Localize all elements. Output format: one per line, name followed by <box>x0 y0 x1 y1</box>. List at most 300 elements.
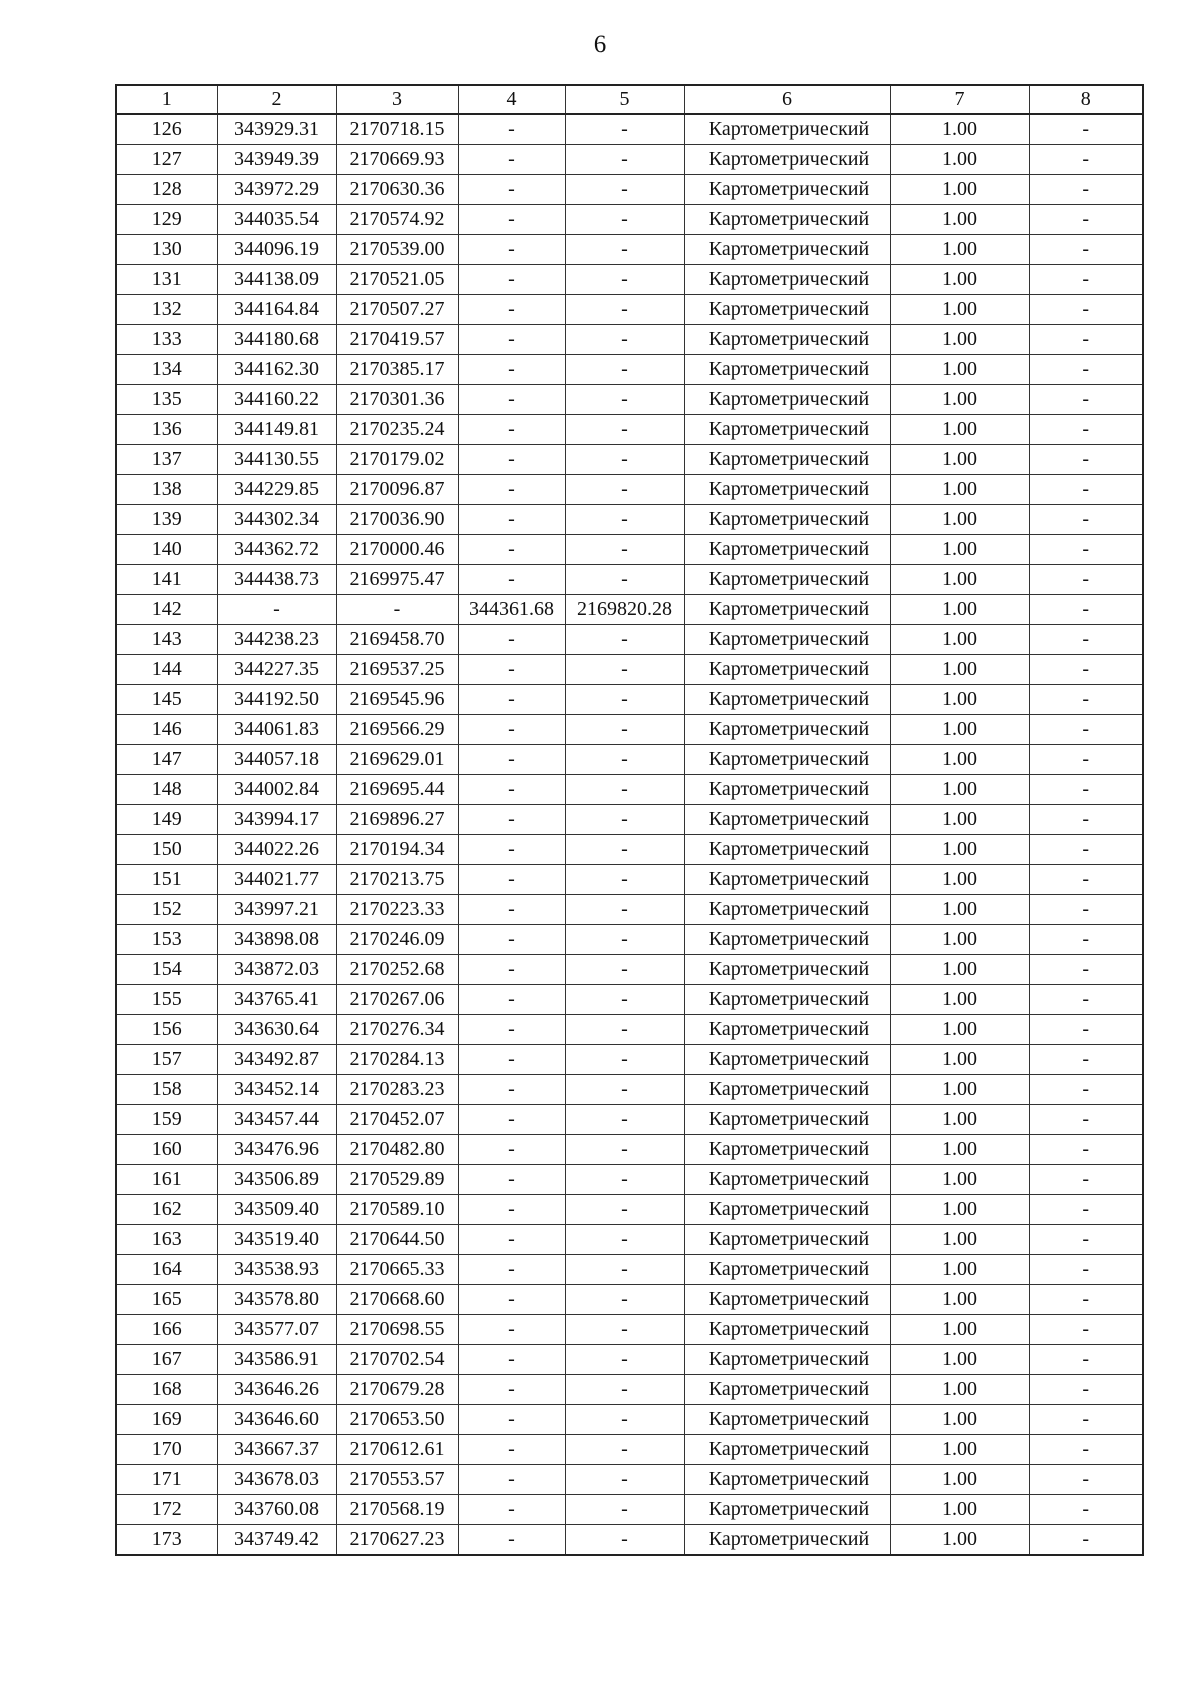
point-number-cell: 136 <box>116 415 217 445</box>
method-cell: Картометрический <box>684 745 890 775</box>
description-cell: - <box>1029 625 1143 655</box>
y-new-coordinate-cell: - <box>565 655 684 685</box>
x-coordinate-cell: 344022.26 <box>217 835 336 865</box>
y-new-coordinate-cell: - <box>565 1015 684 1045</box>
y-coordinate-cell: 2170644.50 <box>336 1225 458 1255</box>
accuracy-cell: 1.00 <box>890 655 1029 685</box>
x-new-coordinate-cell: - <box>458 1375 565 1405</box>
accuracy-cell: 1.00 <box>890 865 1029 895</box>
description-cell: - <box>1029 535 1143 565</box>
table-row <box>116 715 1143 745</box>
x-coordinate-cell: 343506.89 <box>217 1165 336 1195</box>
x-new-coordinate-cell: - <box>458 955 565 985</box>
point-number-cell: 126 <box>116 114 217 145</box>
page-number: 6 <box>593 31 607 58</box>
table-row <box>116 505 1143 535</box>
x-coordinate-cell: 343972.29 <box>217 175 336 205</box>
y-new-coordinate-cell: - <box>565 1525 684 1556</box>
table-row <box>116 595 1143 625</box>
column-header: 1 <box>116 85 217 114</box>
method-cell: Картометрический <box>684 1075 890 1105</box>
x-coordinate-cell: 344096.19 <box>217 235 336 265</box>
method-cell: Картометрический <box>684 1285 890 1315</box>
x-new-coordinate-cell: - <box>458 1225 565 1255</box>
x-new-coordinate-cell: - <box>458 1315 565 1345</box>
x-coordinate-cell: 343994.17 <box>217 805 336 835</box>
x-coordinate-cell: 343667.37 <box>217 1435 336 1465</box>
x-new-coordinate-cell: - <box>458 114 565 145</box>
accuracy-cell: 1.00 <box>890 1075 1029 1105</box>
table-row <box>116 385 1143 415</box>
x-coordinate-cell: 343898.08 <box>217 925 336 955</box>
description-cell: - <box>1029 1195 1143 1225</box>
accuracy-cell: 1.00 <box>890 1375 1029 1405</box>
y-coordinate-cell: 2170574.92 <box>336 205 458 235</box>
y-coordinate-cell: 2170679.28 <box>336 1375 458 1405</box>
y-new-coordinate-cell: - <box>565 955 684 985</box>
y-new-coordinate-cell: - <box>565 535 684 565</box>
description-cell: - <box>1029 175 1143 205</box>
point-number-cell: 149 <box>116 805 217 835</box>
method-cell: Картометрический <box>684 1405 890 1435</box>
y-coordinate-cell: 2170452.07 <box>336 1105 458 1135</box>
point-number-cell: 157 <box>116 1045 217 1075</box>
method-cell: Картометрический <box>684 1315 890 1345</box>
accuracy-cell: 1.00 <box>890 175 1029 205</box>
point-number-cell: 129 <box>116 205 217 235</box>
table-row <box>116 265 1143 295</box>
y-new-coordinate-cell: - <box>565 685 684 715</box>
point-number-cell: 159 <box>116 1105 217 1135</box>
x-coordinate-cell: 344061.83 <box>217 715 336 745</box>
x-new-coordinate-cell: - <box>458 145 565 175</box>
description-cell: - <box>1029 1405 1143 1435</box>
method-cell: Картометрический <box>684 235 890 265</box>
y-coordinate-cell: 2170507.27 <box>336 295 458 325</box>
description-cell: - <box>1029 145 1143 175</box>
y-coordinate-cell: 2170283.23 <box>336 1075 458 1105</box>
y-new-coordinate-cell: - <box>565 114 684 145</box>
x-coordinate-cell: 343492.87 <box>217 1045 336 1075</box>
x-coordinate-cell: 344149.81 <box>217 415 336 445</box>
y-new-coordinate-cell: - <box>565 1045 684 1075</box>
x-new-coordinate-cell: - <box>458 475 565 505</box>
accuracy-cell: 1.00 <box>890 1225 1029 1255</box>
method-cell: Картометрический <box>684 205 890 235</box>
point-number-cell: 142 <box>116 595 217 625</box>
y-coordinate-cell: 2170419.57 <box>336 325 458 355</box>
x-coordinate-cell: 344057.18 <box>217 745 336 775</box>
accuracy-cell: 1.00 <box>890 114 1029 145</box>
accuracy-cell: 1.00 <box>890 805 1029 835</box>
x-new-coordinate-cell: - <box>458 415 565 445</box>
x-coordinate-cell: 344192.50 <box>217 685 336 715</box>
x-new-coordinate-cell: - <box>458 535 565 565</box>
x-new-coordinate-cell: - <box>458 895 565 925</box>
table-row <box>116 625 1143 655</box>
point-number-cell: 133 <box>116 325 217 355</box>
y-new-coordinate-cell: - <box>565 415 684 445</box>
x-coordinate-cell: 344138.09 <box>217 265 336 295</box>
point-number-cell: 137 <box>116 445 217 475</box>
y-new-coordinate-cell: - <box>565 295 684 325</box>
table-row <box>116 1075 1143 1105</box>
table-row <box>116 235 1143 265</box>
y-new-coordinate-cell: - <box>565 235 684 265</box>
description-cell: - <box>1029 985 1143 1015</box>
x-coordinate-cell: 344035.54 <box>217 205 336 235</box>
description-cell: - <box>1029 685 1143 715</box>
description-cell: - <box>1029 114 1143 145</box>
accuracy-cell: 1.00 <box>890 385 1029 415</box>
y-new-coordinate-cell: - <box>565 985 684 1015</box>
method-cell: Картометрический <box>684 1135 890 1165</box>
accuracy-cell: 1.00 <box>890 925 1029 955</box>
description-cell: - <box>1029 385 1143 415</box>
y-coordinate-cell: 2170276.34 <box>336 1015 458 1045</box>
x-coordinate-cell: 343997.21 <box>217 895 336 925</box>
method-cell: Картометрический <box>684 295 890 325</box>
table-body <box>116 114 1143 1555</box>
method-cell: Картометрический <box>684 1465 890 1495</box>
y-new-coordinate-cell: - <box>565 1165 684 1195</box>
accuracy-cell: 1.00 <box>890 595 1029 625</box>
accuracy-cell: 1.00 <box>890 475 1029 505</box>
method-cell: Картометрический <box>684 385 890 415</box>
x-new-coordinate-cell: - <box>458 1075 565 1105</box>
method-cell: Картометрический <box>684 1375 890 1405</box>
point-number-cell: 171 <box>116 1465 217 1495</box>
table-row <box>116 1285 1143 1315</box>
y-coordinate-cell: 2169566.29 <box>336 715 458 745</box>
description-cell: - <box>1029 1465 1143 1495</box>
x-coordinate-cell: 343509.40 <box>217 1195 336 1225</box>
y-coordinate-cell: 2170000.46 <box>336 535 458 565</box>
point-number-cell: 147 <box>116 745 217 775</box>
description-cell: - <box>1029 835 1143 865</box>
table-row <box>116 685 1143 715</box>
accuracy-cell: 1.00 <box>890 355 1029 385</box>
x-coordinate-cell: 344130.55 <box>217 445 336 475</box>
method-cell: Картометрический <box>684 955 890 985</box>
point-number-cell: 166 <box>116 1315 217 1345</box>
y-new-coordinate-cell: - <box>565 745 684 775</box>
x-new-coordinate-cell: - <box>458 805 565 835</box>
x-new-coordinate-cell: - <box>458 505 565 535</box>
point-number-cell: 130 <box>116 235 217 265</box>
y-coordinate-cell: 2170612.61 <box>336 1435 458 1465</box>
x-coordinate-cell: 343476.96 <box>217 1135 336 1165</box>
point-number-cell: 150 <box>116 835 217 865</box>
table-row <box>116 1435 1143 1465</box>
header-row <box>116 85 1143 114</box>
table-row <box>116 475 1143 505</box>
accuracy-cell: 1.00 <box>890 1285 1029 1315</box>
method-cell: Картометрический <box>684 715 890 745</box>
x-new-coordinate-cell: - <box>458 1495 565 1525</box>
x-coordinate-cell: 344229.85 <box>217 475 336 505</box>
accuracy-cell: 1.00 <box>890 295 1029 325</box>
table-row <box>116 1165 1143 1195</box>
y-new-coordinate-cell: - <box>565 475 684 505</box>
method-cell: Картометрический <box>684 565 890 595</box>
accuracy-cell: 1.00 <box>890 955 1029 985</box>
x-new-coordinate-cell: - <box>458 325 565 355</box>
y-new-coordinate-cell: - <box>565 145 684 175</box>
x-coordinate-cell: 344160.22 <box>217 385 336 415</box>
method-cell: Картометрический <box>684 1195 890 1225</box>
y-new-coordinate-cell: - <box>565 1255 684 1285</box>
table-row <box>116 1105 1143 1135</box>
point-number-cell: 155 <box>116 985 217 1015</box>
table-row <box>116 835 1143 865</box>
description-cell: - <box>1029 1255 1143 1285</box>
x-coordinate-cell: 343538.93 <box>217 1255 336 1285</box>
y-new-coordinate-cell: - <box>565 355 684 385</box>
method-cell: Картометрический <box>684 1435 890 1465</box>
method-cell: Картометрический <box>684 415 890 445</box>
x-coordinate-cell: 343578.80 <box>217 1285 336 1315</box>
y-coordinate-cell: 2170179.02 <box>336 445 458 475</box>
table-row <box>116 805 1143 835</box>
y-new-coordinate-cell: 2169820.28 <box>565 595 684 625</box>
point-number-cell: 146 <box>116 715 217 745</box>
accuracy-cell: 1.00 <box>890 325 1029 355</box>
point-number-cell: 138 <box>116 475 217 505</box>
point-number-cell: 139 <box>116 505 217 535</box>
x-new-coordinate-cell: - <box>458 715 565 745</box>
table-row <box>116 1375 1143 1405</box>
table-row <box>116 114 1143 145</box>
description-cell: - <box>1029 1165 1143 1195</box>
table-row <box>116 445 1143 475</box>
point-number-cell: 160 <box>116 1135 217 1165</box>
y-new-coordinate-cell: - <box>565 205 684 235</box>
column-header: 5 <box>565 85 684 114</box>
table-row <box>116 955 1143 985</box>
description-cell: - <box>1029 1075 1143 1105</box>
y-new-coordinate-cell: - <box>565 1495 684 1525</box>
accuracy-cell: 1.00 <box>890 1135 1029 1165</box>
y-coordinate-cell: 2170627.23 <box>336 1525 458 1556</box>
x-new-coordinate-cell: - <box>458 1285 565 1315</box>
column-header: 3 <box>336 85 458 114</box>
method-cell: Картометрический <box>684 1495 890 1525</box>
y-new-coordinate-cell: - <box>565 895 684 925</box>
x-coordinate-cell: 344438.73 <box>217 565 336 595</box>
y-coordinate-cell: 2169629.01 <box>336 745 458 775</box>
method-cell: Картометрический <box>684 835 890 865</box>
x-new-coordinate-cell: - <box>458 1045 565 1075</box>
accuracy-cell: 1.00 <box>890 205 1029 235</box>
accuracy-cell: 1.00 <box>890 745 1029 775</box>
accuracy-cell: 1.00 <box>890 1435 1029 1465</box>
y-new-coordinate-cell: - <box>565 715 684 745</box>
method-cell: Картометрический <box>684 145 890 175</box>
accuracy-cell: 1.00 <box>890 1255 1029 1285</box>
x-new-coordinate-cell: - <box>458 385 565 415</box>
description-cell: - <box>1029 955 1143 985</box>
y-coordinate-cell: 2170702.54 <box>336 1345 458 1375</box>
y-coordinate-cell: 2170246.09 <box>336 925 458 955</box>
x-coordinate-cell: 344227.35 <box>217 655 336 685</box>
x-coordinate-cell: 343929.31 <box>217 114 336 145</box>
y-coordinate-cell: 2170539.00 <box>336 235 458 265</box>
point-number-cell: 168 <box>116 1375 217 1405</box>
description-cell: - <box>1029 1105 1143 1135</box>
description-cell: - <box>1029 415 1143 445</box>
y-new-coordinate-cell: - <box>565 1105 684 1135</box>
accuracy-cell: 1.00 <box>890 685 1029 715</box>
description-cell: - <box>1029 595 1143 625</box>
accuracy-cell: 1.00 <box>890 1165 1029 1195</box>
point-number-cell: 154 <box>116 955 217 985</box>
table-row <box>116 415 1143 445</box>
x-coordinate-cell: 343519.40 <box>217 1225 336 1255</box>
x-new-coordinate-cell: - <box>458 175 565 205</box>
method-cell: Картометрический <box>684 865 890 895</box>
x-coordinate-cell: 344021.77 <box>217 865 336 895</box>
column-header: 2 <box>217 85 336 114</box>
y-new-coordinate-cell: - <box>565 865 684 895</box>
point-number-cell: 132 <box>116 295 217 325</box>
y-coordinate-cell: 2170385.17 <box>336 355 458 385</box>
description-cell: - <box>1029 235 1143 265</box>
column-header: 7 <box>890 85 1029 114</box>
y-new-coordinate-cell: - <box>565 835 684 865</box>
table-row <box>116 1015 1143 1045</box>
method-cell: Картометрический <box>684 895 890 925</box>
description-cell: - <box>1029 265 1143 295</box>
x-coordinate-cell: 344164.84 <box>217 295 336 325</box>
method-cell: Картометрический <box>684 475 890 505</box>
x-coordinate-cell: 343749.42 <box>217 1525 336 1556</box>
description-cell: - <box>1029 1495 1143 1525</box>
method-cell: Картометрический <box>684 655 890 685</box>
x-coordinate-cell: 343457.44 <box>217 1105 336 1135</box>
y-coordinate-cell: 2170665.33 <box>336 1255 458 1285</box>
description-cell: - <box>1029 205 1143 235</box>
method-cell: Картометрический <box>684 805 890 835</box>
y-coordinate-cell: 2170568.19 <box>336 1495 458 1525</box>
description-cell: - <box>1029 325 1143 355</box>
point-number-cell: 148 <box>116 775 217 805</box>
accuracy-cell: 1.00 <box>890 715 1029 745</box>
x-coordinate-cell: 343949.39 <box>217 145 336 175</box>
accuracy-cell: 1.00 <box>890 985 1029 1015</box>
y-new-coordinate-cell: - <box>565 1315 684 1345</box>
description-cell: - <box>1029 895 1143 925</box>
table-row <box>116 1525 1143 1556</box>
method-cell: Картометрический <box>684 1345 890 1375</box>
accuracy-cell: 1.00 <box>890 505 1029 535</box>
x-coordinate-cell: 343452.14 <box>217 1075 336 1105</box>
table-row <box>116 1135 1143 1165</box>
y-new-coordinate-cell: - <box>565 925 684 955</box>
y-coordinate-cell: 2169975.47 <box>336 565 458 595</box>
description-cell: - <box>1029 805 1143 835</box>
y-new-coordinate-cell: - <box>565 1435 684 1465</box>
table-row <box>116 1195 1143 1225</box>
description-cell: - <box>1029 505 1143 535</box>
method-cell: Картометрический <box>684 1045 890 1075</box>
accuracy-cell: 1.00 <box>890 895 1029 925</box>
x-coordinate-cell: 343646.26 <box>217 1375 336 1405</box>
point-number-cell: 131 <box>116 265 217 295</box>
method-cell: Картометрический <box>684 1255 890 1285</box>
description-cell: - <box>1029 925 1143 955</box>
x-new-coordinate-cell: - <box>458 625 565 655</box>
x-new-coordinate-cell: - <box>458 1465 565 1495</box>
x-new-coordinate-cell: - <box>458 865 565 895</box>
y-coordinate-cell: 2170096.87 <box>336 475 458 505</box>
x-coordinate-cell: 343586.91 <box>217 1345 336 1375</box>
point-number-cell: 140 <box>116 535 217 565</box>
y-coordinate-cell: 2170252.68 <box>336 955 458 985</box>
y-coordinate-cell: - <box>336 595 458 625</box>
y-coordinate-cell: 2169896.27 <box>336 805 458 835</box>
y-coordinate-cell: 2170718.15 <box>336 114 458 145</box>
point-number-cell: 173 <box>116 1525 217 1556</box>
x-coordinate-cell: 343577.07 <box>217 1315 336 1345</box>
table-row <box>116 865 1143 895</box>
table-row <box>116 895 1143 925</box>
point-number-cell: 145 <box>116 685 217 715</box>
x-new-coordinate-cell: - <box>458 205 565 235</box>
point-number-cell: 172 <box>116 1495 217 1525</box>
description-cell: - <box>1029 865 1143 895</box>
description-cell: - <box>1029 355 1143 385</box>
table-row <box>116 205 1143 235</box>
accuracy-cell: 1.00 <box>890 1495 1029 1525</box>
accuracy-cell: 1.00 <box>890 145 1029 175</box>
method-cell: Картометрический <box>684 325 890 355</box>
description-cell: - <box>1029 1345 1143 1375</box>
description-cell: - <box>1029 565 1143 595</box>
y-coordinate-cell: 2170529.89 <box>336 1165 458 1195</box>
method-cell: Картометрический <box>684 1165 890 1195</box>
description-cell: - <box>1029 1045 1143 1075</box>
point-number-cell: 156 <box>116 1015 217 1045</box>
accuracy-cell: 1.00 <box>890 1465 1029 1495</box>
x-new-coordinate-cell: - <box>458 265 565 295</box>
y-new-coordinate-cell: - <box>565 625 684 655</box>
accuracy-cell: 1.00 <box>890 835 1029 865</box>
y-coordinate-cell: 2170521.05 <box>336 265 458 295</box>
x-new-coordinate-cell: - <box>458 1345 565 1375</box>
point-number-cell: 141 <box>116 565 217 595</box>
table-row <box>116 1315 1143 1345</box>
method-cell: Картометрический <box>684 1015 890 1045</box>
column-header: 4 <box>458 85 565 114</box>
point-number-cell: 144 <box>116 655 217 685</box>
coordinates-table <box>115 84 1144 1556</box>
y-coordinate-cell: 2169537.25 <box>336 655 458 685</box>
table-row <box>116 985 1143 1015</box>
x-coordinate-cell: 344002.84 <box>217 775 336 805</box>
y-coordinate-cell: 2170653.50 <box>336 1405 458 1435</box>
accuracy-cell: 1.00 <box>890 535 1029 565</box>
x-new-coordinate-cell: - <box>458 1105 565 1135</box>
x-new-coordinate-cell: - <box>458 1435 565 1465</box>
accuracy-cell: 1.00 <box>890 445 1029 475</box>
x-coordinate-cell: 343765.41 <box>217 985 336 1015</box>
point-number-cell: 163 <box>116 1225 217 1255</box>
table-row <box>116 1345 1143 1375</box>
description-cell: - <box>1029 1315 1143 1345</box>
x-coordinate-cell: 344162.30 <box>217 355 336 385</box>
y-new-coordinate-cell: - <box>565 265 684 295</box>
